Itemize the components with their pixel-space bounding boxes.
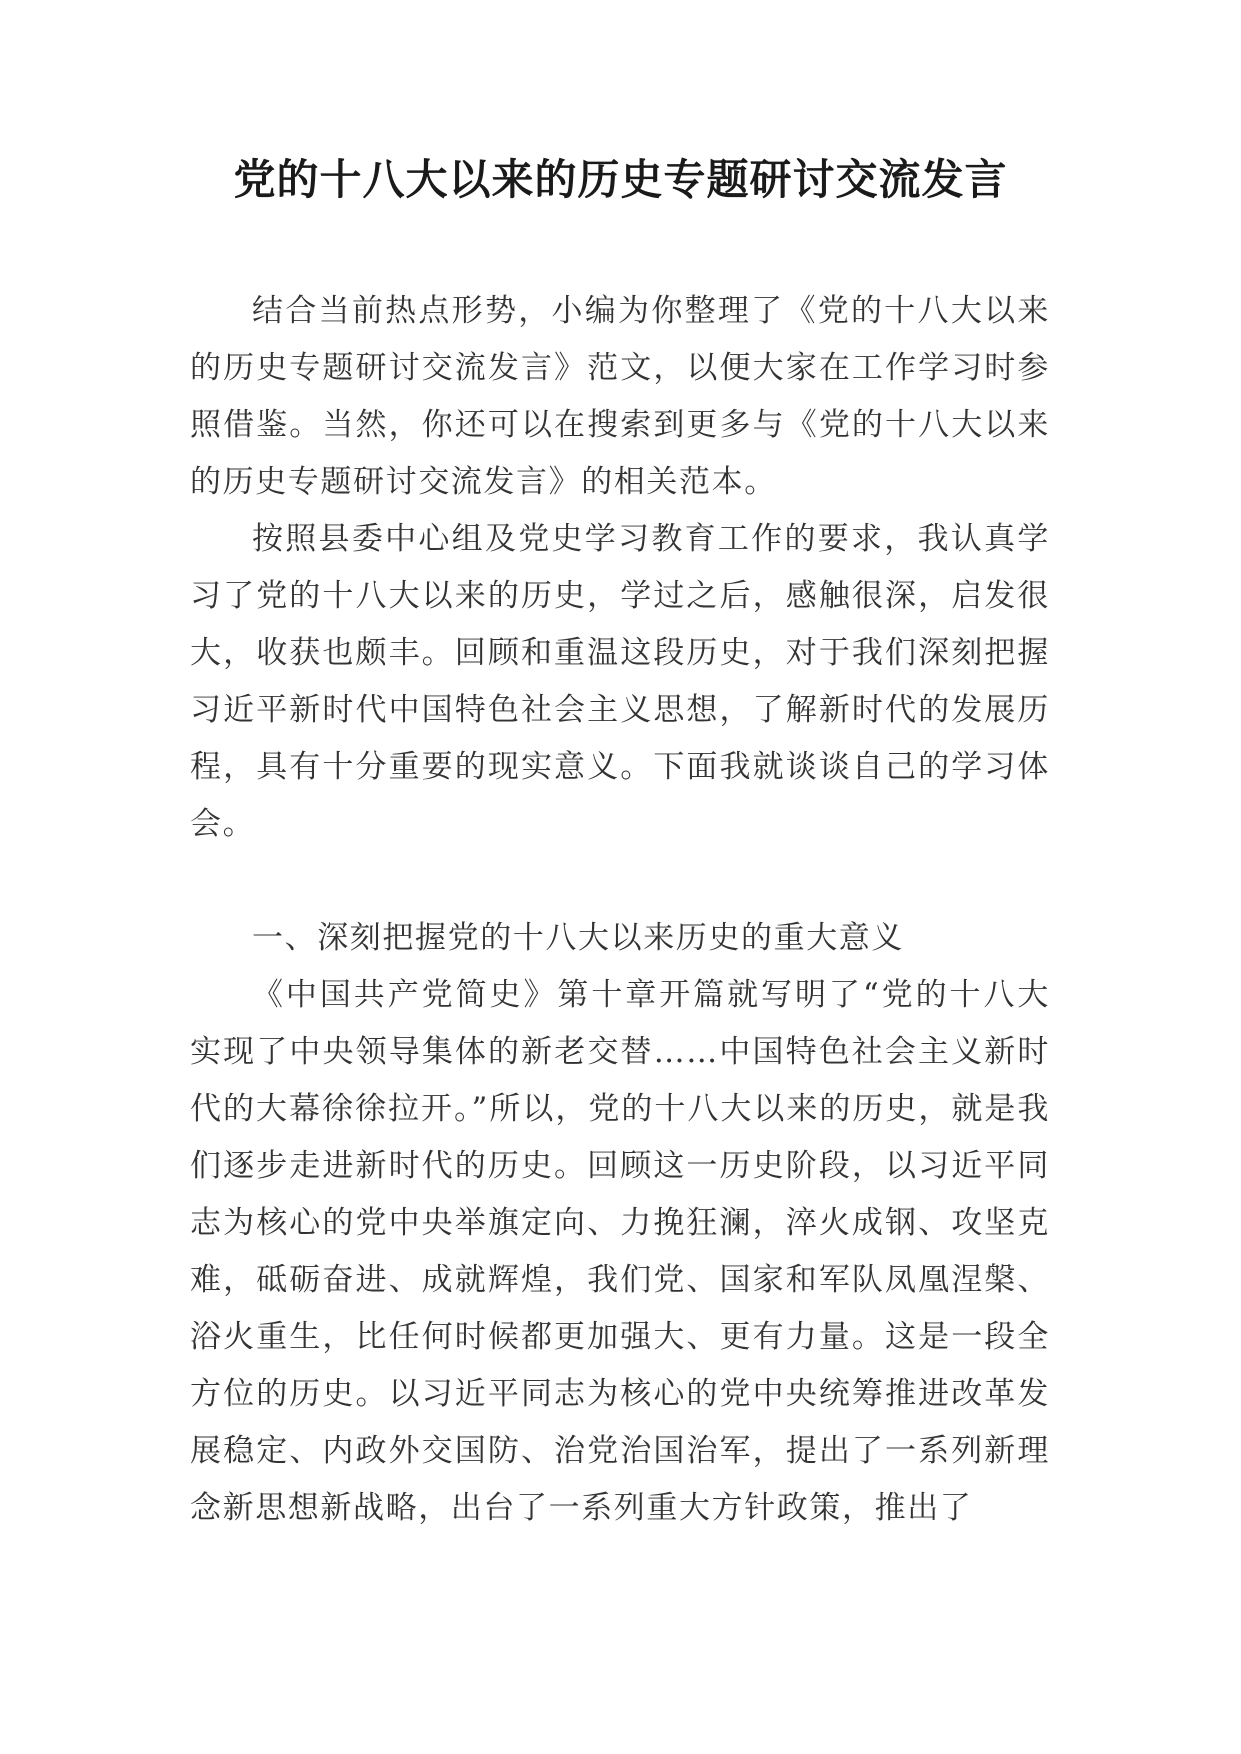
document-body	[190, 283, 1050, 1537]
intro-paragraph: 结合当前热点形势，小编为你整理了《党的十八大以来的历史专题研讨交流发言》范文，以便大家在工作学习时参照借鉴。当然，你还可以在搜索到更多与《党的十八大以来的历史专题研讨交流发言》的相关范本。	[190, 293, 1050, 500]
document-title: 党的十八大以来的历史专题研讨交流发言	[233, 155, 1008, 204]
section-heading: 一、深刻把握党的十八大以来历史的重大意义	[252, 920, 904, 956]
section-paragraph: 《中国共产党简史》第十章开篇就写明了“党的十八大实现了中央领导集体的新老交替……中国特色社会主义新时代的大幕徐徐拉开。”所以，党的十八大以来的历史，就是我们逐步走进新时代的历史。回顾这一历史阶段，以习近平同志为核心的党中央举旗定向、力挽狂澜，淬火成钢、攻坚克难，砥砺奋进、成就辉煌，我们党、国家和军队凤凰涅槃、浴火重生，比任何时候都更加强大、更有力量。这是一段全方位的历史。以习近平同志为核心的党中央统筹推进改革发展稳定、内政外交国防、治党治国治军，提出了一系列新理念新思想新战略，出台了一系列重大方针政策，推出了	[190, 977, 1050, 1526]
body-paragraph: 按照县委中心组及党史学习教育工作的要求，我认真学习了党的十八大以来的历史，学过之后，感触很深，启发很大，收获也颇丰。回顾和重温这段历史，对于我们深刻把握习近平新时代中国特色社会主义思想，了解新时代的发展历程，具有十分重要的现实意义。下面我就谈谈自己的学习体会。	[190, 521, 1050, 842]
